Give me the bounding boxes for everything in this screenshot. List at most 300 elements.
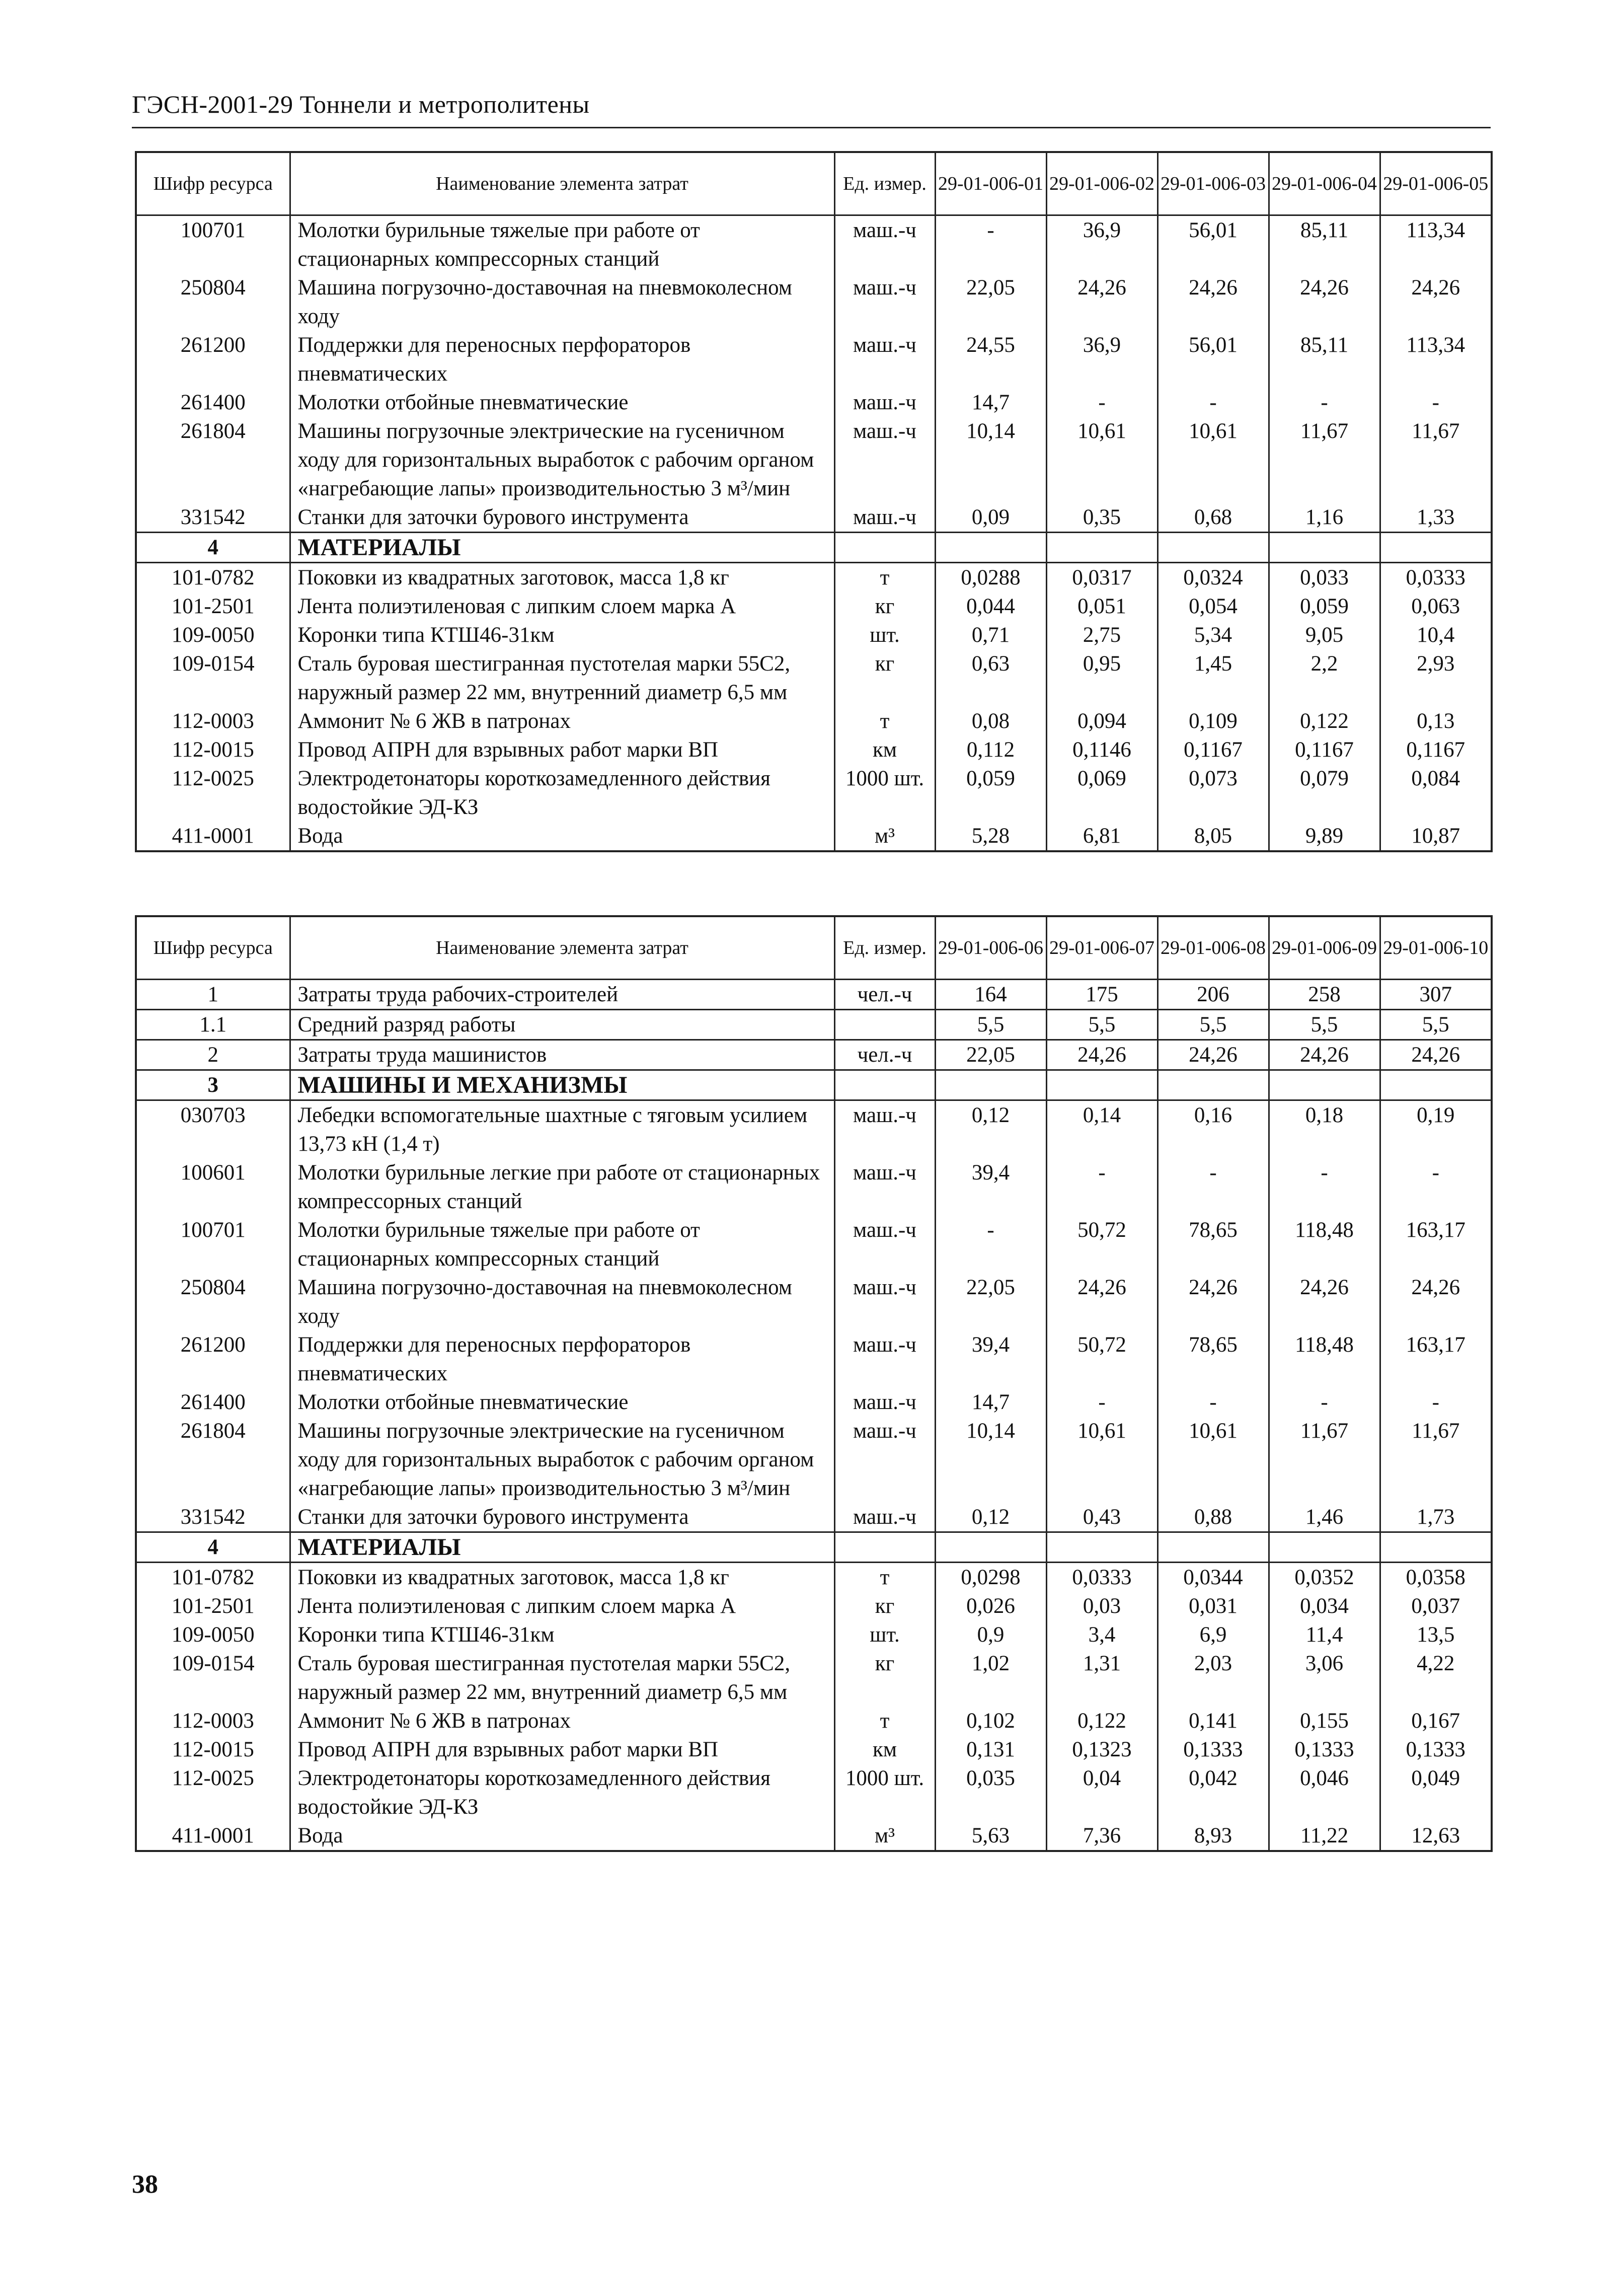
value-cell: 0,09 — [935, 503, 1046, 533]
value-cell: 5,5 — [1269, 1010, 1380, 1040]
value-cell: 0,046 — [1269, 1764, 1380, 1821]
value-cell: 0,167 — [1411, 1709, 1460, 1733]
value-cell: 0,0324 — [1157, 563, 1269, 592]
unit: чел.-ч — [834, 1040, 935, 1070]
table-row — [136, 1273, 1492, 1330]
value-cell: 0,68 — [1157, 503, 1269, 533]
resource-code: 109-0050 — [136, 621, 290, 649]
resource-code: 109-0154 — [136, 1649, 290, 1707]
table-header-row — [136, 916, 1492, 980]
value-cell: 10,61 — [1046, 417, 1157, 503]
value-cell: 0,073 — [1157, 764, 1269, 822]
resource-code: 101-2501 — [136, 592, 290, 621]
resource-code: 4 — [136, 533, 290, 563]
table-row — [136, 1417, 1492, 1503]
value-cell — [935, 533, 1046, 563]
cost-element-name: МАТЕРИАЛЫ — [290, 1532, 834, 1563]
table-row — [136, 1821, 1492, 1851]
value-cell — [935, 1070, 1046, 1100]
value-cell: 0,1167 — [1269, 735, 1380, 764]
value-cell: 0,155 — [1269, 1707, 1380, 1735]
value-cell: 13,5 — [1417, 1623, 1455, 1647]
value-cell: - — [935, 215, 1046, 274]
page-header: ГЭСН-2001-29 Тоннели и метрополитены — [132, 90, 590, 118]
value-cell: - — [1269, 388, 1380, 417]
unit: кг — [834, 592, 935, 621]
value-cell: 163,17 — [1406, 1218, 1465, 1242]
value-cell: 0,0344 — [1157, 1563, 1269, 1592]
unit: кг — [834, 1649, 935, 1707]
table-row — [136, 1158, 1492, 1216]
cost-element-name: Затраты труда машинистов — [290, 1040, 834, 1070]
value-cell: 22,05 — [935, 273, 1046, 331]
resource-code: 4 — [136, 1532, 290, 1563]
value-cell: 11,67 — [1269, 1417, 1380, 1503]
table-row — [136, 331, 1492, 388]
value-cell: 0,63 — [935, 649, 1046, 707]
value-cell — [1269, 533, 1380, 563]
value-cell: 0,034 — [1269, 1592, 1380, 1620]
value-cell: 24,26 — [1269, 1273, 1380, 1330]
resource-code: 109-0154 — [136, 649, 290, 707]
value-cell: 24,26 — [1411, 276, 1460, 300]
value-cell: 0,1323 — [1046, 1735, 1157, 1764]
unit: маш.-ч — [834, 1158, 935, 1216]
value-cell: 0,0333 — [1046, 1563, 1157, 1592]
unit: кг — [834, 1592, 935, 1620]
value-cell: 0,16 — [1157, 1100, 1269, 1159]
value-cell — [1269, 1532, 1380, 1563]
value-cell: 6,9 — [1157, 1620, 1269, 1649]
value-cell: 8,93 — [1157, 1821, 1269, 1851]
value-cell: - — [1046, 1388, 1157, 1417]
header-rule — [132, 127, 1491, 128]
cost-element-name: Лебедки вспомогательные шахтные с тяговым усилием 13,73 кН (1,4 т) — [290, 1100, 834, 1159]
cost-element-name: Молотки отбойные пневматические — [290, 388, 834, 417]
value-cell — [1157, 1070, 1269, 1100]
value-cell: - — [1157, 388, 1269, 417]
value-cell: 0,71 — [935, 621, 1046, 649]
col-header-v4: 29-01-006-04 — [1269, 152, 1380, 215]
value-cell: 0,19 — [1417, 1103, 1455, 1127]
value-cell: 0,069 — [1046, 764, 1157, 822]
value-cell: 0,122 — [1269, 707, 1380, 735]
cost-element-name: Коронки типа КТШ46-31км — [290, 621, 834, 649]
value-cell: 0,18 — [1269, 1100, 1380, 1159]
col-header-v2: 29-01-006-02 — [1046, 152, 1157, 215]
value-cell: 14,7 — [935, 1388, 1046, 1417]
value-cell: 0,1146 — [1046, 735, 1157, 764]
value-cell: 78,65 — [1157, 1330, 1269, 1388]
value-cell: 39,4 — [935, 1158, 1046, 1216]
value-cell: 85,11 — [1269, 215, 1380, 274]
cost-element-name: Поковки из квадратных заготовок, масса 1,8 кг — [290, 563, 834, 592]
table-row — [136, 215, 1492, 274]
value-cell — [1380, 1070, 1492, 1100]
value-cell: 0,122 — [1046, 1707, 1157, 1735]
value-cell: 5,5 — [1046, 1010, 1157, 1040]
table-row — [136, 735, 1492, 764]
col-header-v1: 29-01-006-06 — [935, 916, 1046, 980]
value-cell: 0,079 — [1269, 764, 1380, 822]
resource-code: 261804 — [136, 417, 290, 503]
unit: шт. — [834, 621, 935, 649]
value-cell: 10,61 — [1046, 1417, 1157, 1503]
value-cell: - — [1269, 1388, 1380, 1417]
value-cell: 10,61 — [1157, 417, 1269, 503]
value-cell: 10,87 — [1380, 822, 1492, 851]
value-cell: - — [1269, 1158, 1380, 1216]
value-cell: 39,4 — [935, 1330, 1046, 1388]
value-cell: 4,22 — [1417, 1652, 1455, 1675]
value-cell: 78,65 — [1157, 1216, 1269, 1273]
cost-element-name: Молотки бурильные тяжелые при работе от стационарных компрессорных станций — [290, 215, 834, 274]
value-cell: 0,13 — [1417, 709, 1455, 733]
col-header-unit: Ед. измер. — [834, 152, 935, 215]
resource-code: 112-0025 — [136, 764, 290, 822]
resource-code: 250804 — [136, 273, 290, 331]
resource-code: 112-0015 — [136, 735, 290, 764]
resource-code: 331542 — [136, 1503, 290, 1532]
value-cell: 0,12 — [935, 1503, 1046, 1532]
value-cell: 9,89 — [1269, 822, 1380, 851]
cost-element-name: Лента полиэтиленовая с липким слоем марка А — [290, 1592, 834, 1620]
table-row — [136, 503, 1492, 533]
value-cell: 2,2 — [1269, 649, 1380, 707]
unit: т — [834, 563, 935, 592]
resource-code: 411-0001 — [136, 822, 290, 851]
value-cell: 0,1167 — [1406, 738, 1465, 762]
table-row — [136, 1764, 1492, 1821]
value-cell: 0,033 — [1269, 563, 1380, 592]
unit: маш.-ч — [834, 1100, 935, 1159]
cost-element-name: Машина погрузочно-доставочная на пневмоколесном ходу — [290, 273, 834, 331]
resource-code: 2 — [136, 1040, 290, 1070]
unit — [834, 1532, 935, 1563]
value-cell: 0,035 — [935, 1764, 1046, 1821]
unit: км — [834, 735, 935, 764]
resource-code: 261200 — [136, 331, 290, 388]
resource-code: 112-0025 — [136, 1764, 290, 1821]
unit: маш.-ч — [834, 331, 935, 388]
value-cell: 0,112 — [935, 735, 1046, 764]
table-row — [136, 388, 1492, 417]
unit: км — [834, 1735, 935, 1764]
value-cell: 9,05 — [1269, 621, 1380, 649]
value-cell: 0,9 — [935, 1620, 1046, 1649]
value-cell: 0,12 — [935, 1100, 1046, 1159]
value-cell: 10,14 — [935, 1417, 1046, 1503]
table-row — [136, 1010, 1492, 1040]
table-row — [136, 822, 1492, 851]
resource-code: 100601 — [136, 1158, 290, 1216]
value-cell: 36,9 — [1046, 215, 1157, 274]
cost-element-name: Вода — [290, 822, 834, 851]
value-cell: 1,02 — [935, 1649, 1046, 1707]
value-cell: 36,9 — [1046, 331, 1157, 388]
value-cell: 24,26 — [1046, 1273, 1157, 1330]
table-row — [136, 1040, 1492, 1070]
unit — [834, 1010, 935, 1040]
value-cell: 5,28 — [935, 822, 1046, 851]
value-cell: 5,5 — [1157, 1010, 1269, 1040]
value-cell: 0,95 — [1046, 649, 1157, 707]
value-cell: 12,63 — [1380, 1821, 1492, 1851]
value-cell: 1,16 — [1269, 503, 1380, 533]
resource-code: 101-2501 — [136, 1592, 290, 1620]
unit: маш.-ч — [834, 273, 935, 331]
value-cell: 0,1167 — [1157, 735, 1269, 764]
value-cell: 118,48 — [1269, 1330, 1380, 1388]
value-cell: 10,61 — [1157, 1417, 1269, 1503]
unit — [834, 1070, 935, 1100]
value-cell: 1,45 — [1157, 649, 1269, 707]
resource-code: 3 — [136, 1070, 290, 1100]
cost-element-name: Поковки из квадратных заготовок, масса 1,8 кг — [290, 1563, 834, 1592]
value-cell: 56,01 — [1157, 215, 1269, 274]
value-cell: 258 — [1269, 980, 1380, 1010]
value-cell: 1,73 — [1380, 1503, 1492, 1532]
page-number: 38 — [132, 2170, 158, 2199]
unit: шт. — [834, 1620, 935, 1649]
value-cell: 0,049 — [1411, 1766, 1460, 1790]
unit: 1000 шт. — [834, 764, 935, 822]
cost-element-name: Молотки бурильные тяжелые при работе от стационарных компрессорных станций — [290, 1216, 834, 1273]
cost-element-name: Вода — [290, 1821, 834, 1851]
cost-element-name: МАШИНЫ И МЕХАНИЗМЫ — [290, 1070, 834, 1100]
table-row — [136, 563, 1492, 592]
table-row — [136, 1216, 1492, 1273]
resource-code: 261804 — [136, 1417, 290, 1503]
unit: маш.-ч — [834, 1417, 935, 1503]
unit: маш.-ч — [834, 215, 935, 274]
value-cell: - — [1432, 391, 1439, 414]
value-cell: 50,72 — [1046, 1216, 1157, 1273]
resource-table-1 — [135, 151, 1491, 852]
unit: маш.-ч — [834, 417, 935, 503]
value-cell: 118,48 — [1269, 1216, 1380, 1273]
col-header-v1: 29-01-006-01 — [935, 152, 1046, 215]
value-cell: 206 — [1157, 980, 1269, 1010]
cost-element-name: Средний разряд работы — [290, 1010, 834, 1040]
unit: маш.-ч — [834, 503, 935, 533]
resource-code: 261400 — [136, 388, 290, 417]
cost-element-name: МАТЕРИАЛЫ — [290, 533, 834, 563]
col-header-v4: 29-01-006-09 — [1269, 916, 1380, 980]
cost-element-name: Электродетонаторы короткозамедленного действия водостойкие ЭД-КЗ — [290, 1764, 834, 1821]
value-cell: 10,14 — [935, 417, 1046, 503]
value-cell: 24,26 — [1157, 273, 1269, 331]
value-cell: 0,109 — [1157, 707, 1269, 735]
value-cell: 24,26 — [1046, 1040, 1157, 1070]
col-header-code: Шифр ресурса — [136, 152, 290, 215]
table-row — [136, 592, 1492, 621]
table-row — [136, 1620, 1492, 1649]
value-cell: - — [1046, 388, 1157, 417]
value-cell: 0,042 — [1157, 1764, 1269, 1821]
value-cell: 24,26 — [1157, 1040, 1269, 1070]
table-row — [136, 980, 1492, 1010]
cost-element-name: Коронки типа КТШ46-31км — [290, 1620, 834, 1649]
cost-element-name: Машины погрузочные электрические на гусеничном ходу для горизонтальных выработок с рабочим органом «нагребающие лапы» производительностью 3 м³/мин — [290, 1417, 834, 1503]
value-cell: 0,0358 — [1406, 1566, 1465, 1589]
value-cell: 0,88 — [1157, 1503, 1269, 1532]
table-row — [136, 764, 1492, 822]
value-cell: 3,06 — [1269, 1649, 1380, 1707]
value-cell: 175 — [1046, 980, 1157, 1010]
value-cell: 6,81 — [1046, 822, 1157, 851]
table-2 — [135, 915, 1493, 1852]
col-header-name: Наименование элемента затрат — [290, 152, 834, 215]
cost-element-name: Машина погрузочно-доставочная на пневмоколесном ходу — [290, 1273, 834, 1330]
col-header-unit: Ед. измер. — [834, 916, 935, 980]
value-cell: 0,141 — [1157, 1707, 1269, 1735]
unit: 1000 шт. — [834, 1764, 935, 1821]
col-header-name: Наименование элемента затрат — [290, 916, 834, 980]
unit: кг — [834, 649, 935, 707]
resource-code: 101-0782 — [136, 563, 290, 592]
value-cell: 8,05 — [1157, 822, 1269, 851]
resource-code: 100701 — [136, 1216, 290, 1273]
value-cell: 0,044 — [935, 592, 1046, 621]
value-cell: 163,17 — [1406, 1333, 1465, 1357]
value-cell: 10,4 — [1417, 623, 1455, 647]
unit — [834, 533, 935, 563]
value-cell: 0,084 — [1411, 767, 1460, 790]
resource-code: 261400 — [136, 1388, 290, 1417]
value-cell: 24,55 — [935, 331, 1046, 388]
col-header-v3: 29-01-006-08 — [1157, 916, 1269, 980]
unit: маш.-ч — [834, 1503, 935, 1532]
unit: чел.-ч — [834, 980, 935, 1010]
value-cell — [1046, 533, 1157, 563]
table-row — [136, 621, 1492, 649]
value-cell: 14,7 — [935, 388, 1046, 417]
table-row — [136, 707, 1492, 735]
table-row — [136, 1707, 1492, 1735]
cost-element-name: Аммонит № 6 ЖВ в патронах — [290, 1707, 834, 1735]
value-cell: 0,08 — [935, 707, 1046, 735]
value-cell: 5,5 — [935, 1010, 1046, 1040]
value-cell: 1,31 — [1046, 1649, 1157, 1707]
value-cell: 11,22 — [1269, 1821, 1380, 1851]
col-header-v5: 29-01-006-05 — [1380, 152, 1492, 215]
resource-code: 411-0001 — [136, 1821, 290, 1851]
table-row — [136, 1388, 1492, 1417]
unit: м³ — [834, 1821, 935, 1851]
value-cell: 0,054 — [1157, 592, 1269, 621]
table-row — [136, 1563, 1492, 1592]
value-cell: 0,102 — [935, 1707, 1046, 1735]
value-cell: 24,26 — [1411, 1276, 1460, 1299]
table-row — [136, 1503, 1492, 1532]
value-cell: 0,094 — [1046, 707, 1157, 735]
value-cell: 0,1333 — [1406, 1738, 1465, 1761]
col-header-v2: 29-01-006-07 — [1046, 916, 1157, 980]
value-cell: 5,5 — [1380, 1010, 1492, 1040]
value-cell: 0,131 — [935, 1735, 1046, 1764]
value-cell: 0,0317 — [1046, 563, 1157, 592]
unit: м³ — [834, 822, 935, 851]
table-row — [136, 417, 1492, 503]
resource-code: 1 — [136, 980, 290, 1010]
value-cell: 24,26 — [1046, 273, 1157, 331]
value-cell: - — [1157, 1388, 1269, 1417]
table-row — [136, 1649, 1492, 1707]
value-cell: 11,67 — [1412, 419, 1460, 443]
value-cell: 0,1333 — [1157, 1735, 1269, 1764]
cost-element-name: Станки для заточки бурового инструмента — [290, 503, 834, 533]
cost-element-name: Затраты труда рабочих-строителей — [290, 980, 834, 1010]
value-cell: 3,4 — [1046, 1620, 1157, 1649]
value-cell: - — [1432, 1390, 1439, 1414]
value-cell: 0,0288 — [935, 563, 1046, 592]
value-cell: 7,36 — [1046, 1821, 1157, 1851]
cost-element-name: Провод АПРН для взрывных работ марки ВП — [290, 735, 834, 764]
unit: т — [834, 1563, 935, 1592]
section-row — [136, 1532, 1492, 1563]
unit: маш.-ч — [834, 1330, 935, 1388]
cost-element-name: Станки для заточки бурового инструмента — [290, 1503, 834, 1532]
value-cell: 0,026 — [935, 1592, 1046, 1620]
unit: маш.-ч — [834, 388, 935, 417]
value-cell: 24,26 — [1157, 1273, 1269, 1330]
value-cell: 24,26 — [1380, 1040, 1492, 1070]
value-cell: 2,93 — [1417, 652, 1455, 676]
value-cell: 50,72 — [1046, 1330, 1157, 1388]
value-cell — [1046, 1070, 1157, 1100]
value-cell: 2,03 — [1157, 1649, 1269, 1707]
col-header-code: Шифр ресурса — [136, 916, 290, 980]
cost-element-name: Электродетонаторы короткозамедленного действия водостойкие ЭД-КЗ — [290, 764, 834, 822]
value-cell: 11,67 — [1412, 1419, 1460, 1443]
value-cell — [1269, 1070, 1380, 1100]
value-cell: 22,05 — [935, 1040, 1046, 1070]
cost-element-name: Аммонит № 6 ЖВ в патронах — [290, 707, 834, 735]
value-cell: 0,059 — [935, 764, 1046, 822]
value-cell: 85,11 — [1269, 331, 1380, 388]
value-cell: 11,4 — [1269, 1620, 1380, 1649]
value-cell: 0,059 — [1269, 592, 1380, 621]
table-row — [136, 1330, 1492, 1388]
value-cell: - — [935, 1216, 1046, 1273]
value-cell: 0,0352 — [1269, 1563, 1380, 1592]
resource-code: 112-0015 — [136, 1735, 290, 1764]
value-cell: 0,0298 — [935, 1563, 1046, 1592]
cost-element-name: Молотки бурильные легкие при работе от стационарных компрессорных станций — [290, 1158, 834, 1216]
resource-code: 261200 — [136, 1330, 290, 1388]
col-header-v5: 29-01-006-10 — [1380, 916, 1492, 980]
table-row — [136, 273, 1492, 331]
value-cell: 2,75 — [1046, 621, 1157, 649]
value-cell — [1046, 1532, 1157, 1563]
value-cell: - — [1157, 1158, 1269, 1216]
value-cell: 307 — [1380, 980, 1492, 1010]
cost-element-name: Лента полиэтиленовая с липким слоем марка А — [290, 592, 834, 621]
table-row — [136, 1735, 1492, 1764]
value-cell: 5,34 — [1157, 621, 1269, 649]
value-cell — [1380, 1532, 1492, 1563]
unit: маш.-ч — [834, 1216, 935, 1273]
cost-element-name: Поддержки для переносных перфораторов пневматических — [290, 331, 834, 388]
resource-code: 101-0782 — [136, 1563, 290, 1592]
value-cell: 164 — [935, 980, 1046, 1010]
section-row — [136, 1070, 1492, 1100]
value-cell: 0,0333 — [1406, 566, 1465, 589]
cost-element-name: Поддержки для переносных перфораторов пневматических — [290, 1330, 834, 1388]
value-cell: 24,26 — [1269, 273, 1380, 331]
value-cell: 0,14 — [1046, 1100, 1157, 1159]
